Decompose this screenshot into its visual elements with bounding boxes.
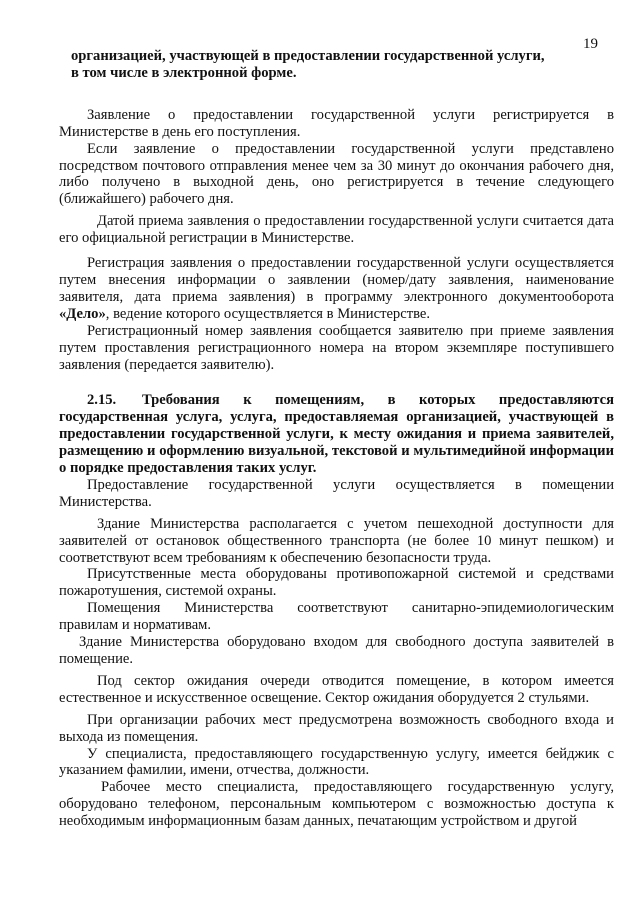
paragraph-building-location: Здание Министерства располагается с учетом пешеходной доступности для заявителей от остановок общественного транспорта (не более 10 минут пешком) и соответствуют всем требованиям к обеспечению безопасности труда. xyxy=(59,515,614,566)
heading-line-2: в том числе в электронной форме. xyxy=(71,64,297,81)
delo-system-name: «Дело» xyxy=(59,305,106,322)
section-number: 2.15. xyxy=(87,392,117,409)
paragraph-fire-safety: Присутственные места оборудованы противопожарной системой и средствами пожаротушения, системой охраны. xyxy=(59,566,614,600)
section-heading xyxy=(59,392,614,477)
heading-continuation xyxy=(59,48,614,82)
paragraph-acceptance-date: Датой приема заявления о предоставлении государственной услуги считается дата его официальной регистрации в Министерстве. xyxy=(59,213,614,247)
paragraph-badge: У специалиста, предоставляющего государственную услугу, имеется бейджик с указанием фамилии, имени, отчества, должности. xyxy=(59,745,614,779)
paragraph-sanitary: Помещения Министерства соответствуют санитарно-эпидемиологическим правилам и нормативам. xyxy=(59,600,614,634)
document-body xyxy=(59,48,614,830)
registration-text-before: Регистрация заявления о предоставлении государственной услуги осуществляется путем внесения информации о заявлении (номер/дату заявления, наименование заявителя, дата приема заявления) в программу электронного документооборота xyxy=(59,255,614,305)
paragraph-registration-day: Заявление о предоставлении государственной услуги регистрируется в Министерстве в день его поступления. xyxy=(59,106,614,140)
paragraph-premises: Предоставление государственной услуги осуществляется в помещении Министерства. xyxy=(59,476,614,510)
paragraph-workstation: Рабочее место специалиста, предоставляющего государственную услугу, оборудовано телефоном, персональным компьютером с возможностью доступа к необходимым информационным базам данных, печатающим устройством и другой xyxy=(59,779,614,830)
paragraph-postal-submission: Если заявление о предоставлении государственной услуги представлено посредством почтового отправления менее чем за 30 минут до окончания рабочего дня, либо получено в выходной день, оно регистрируется в течение следующего (ближайшего) рабочего дня. xyxy=(59,140,614,208)
paragraph-entrance: Здание Министерства оборудовано входом для свободного доступа заявителей в помещение. xyxy=(59,634,614,667)
heading-line-1: организацией, участвующей в предоставлении государственной услуги, xyxy=(71,48,545,64)
page-number: 19 xyxy=(583,36,598,52)
section-title: Требования к помещениям, в которых предоставляются государственная услуга, услуга, предоставляемая организацией, участвующей в предоставлении государственной услуги, к месту ожидания и приема заявителей, размещению и оформлению визуальной, текстовой и мультимедийной информации о порядке предоставления таких услуг. xyxy=(59,392,614,477)
paragraph-registration-process xyxy=(59,255,614,323)
registration-text-after: , ведение которого осуществляется в Министерстве. xyxy=(105,305,431,322)
paragraph-registration-number: Регистрационный номер заявления сообщается заявителю при приеме заявления путем проставления регистрационного номера на втором экземпляре поступившего заявления (передается заявителю). xyxy=(59,322,614,373)
paragraph-workplaces: При организации рабочих мест предусмотрена возможность свободного входа и выхода из помещения. xyxy=(59,711,614,745)
paragraph-waiting-sector: Под сектор ожидания очереди отводится помещение, в котором имеется естественное и искусственное освещение. Сектор ожидания оборудуется 2 стульями. xyxy=(59,672,614,706)
